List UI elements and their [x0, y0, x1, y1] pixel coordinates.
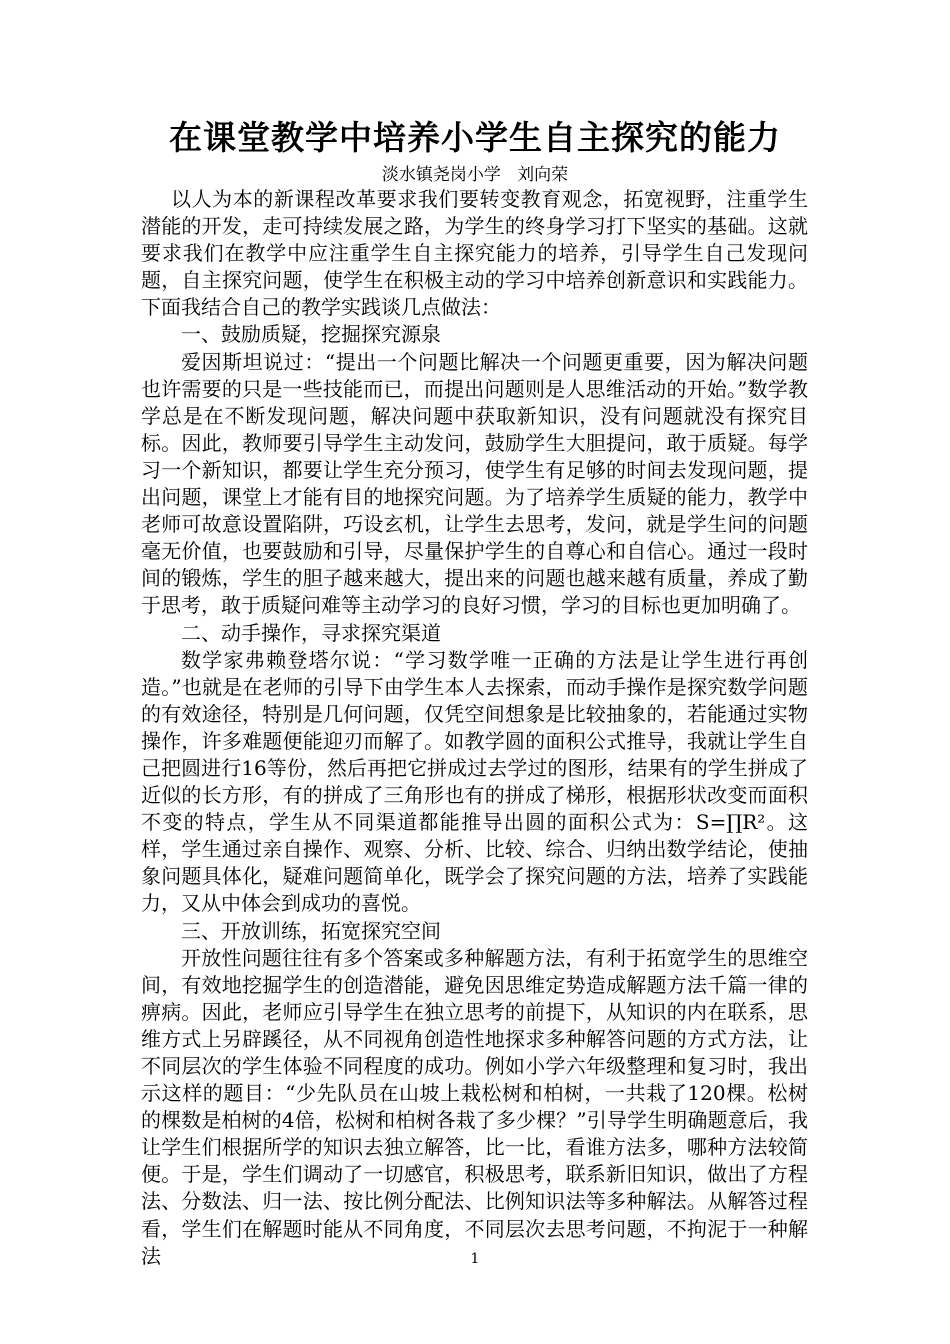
- section-paragraph-3: 开放性问题往往有多个答案或多种解题方法，有利于拓宽学生的思维空间，有效地挖掘学生的创造潜能，避免因思维定势造成解题方法千篇一律的痹病。因此，老师应引导学生在独立思考的前提下，从知识的内在联系，思维方式上另辟蹊径，从不同视角创造性地探求多种解答问题的方式方法，让不同层次的学生体验不同程度的成功。例如小学六年级整理和复习时，我出示这样的题目：“少先队员在山坡上栽松树和柏树，一共栽了120棵。松树的棵数是柏树的4倍，松树和柏树各栽了多少棵？”引导学生明确题意后，我让学生们根据所学的知识去独立解答，比一比，看谁方法多，哪种方法较简便。于是，学生们调动了一切感官，积极思考，联系新旧知识，做出了方程法、分数法、归一法、按比例分配法、比例知识法等多种解法。从解答过程看，学生们在解题时能从不同角度，不同层次去思考问题，不拘泥于一种解法: [141, 945, 808, 1268]
- document-body: [141, 186, 808, 1270]
- section-heading-1: 一、鼓励质疑，挖掘探究源泉: [181, 322, 441, 347]
- section-heading-3: 三、开放训练，拓宽探究空间: [181, 918, 441, 943]
- author-line: 淡水镇尧岗小学 刘向荣: [381, 165, 569, 185]
- section-paragraph-1: 爱因斯坦说过：“提出一个问题比解决一个问题更重要，因为解决问题也许需要的只是一些技能而已，而提出问题则是人思维活动的开始。”数学教学总是在不断发现问题，解决问题中获取新知识，没有问题就没有探究目标。因此，教师要引导学生主动发问，鼓励学生大胆提问，敢于质疑。每学习一个新知识，都要让学生充分预习，使学生有足够的时间去发现问题，提出问题，课堂上才能有目的地探究问题。为了培养学生质疑的能力，教学中老师可故意设置陷阱，巧设玄机，让学生去思考，发问，就是学生问的问题毫无价值，也要鼓励和引导，尽量保护学生的自尊心和自信心。通过一段时间的锻炼，学生的胆子越来越大，提出来的问题也越来越有质量，养成了勤于思考，敢于质疑问难等主动学习的良好习惯，学习的目标也更加明确了。: [141, 349, 808, 618]
- section-paragraph-2: 数学家弗赖登塔尔说：“学习数学唯一正确的方法是让学生进行再创造。”也就是在老师的引导下由学生本人去探索，而动手操作是探究数学问题的有效途径，特别是几何问题，仅凭空间想象是比较抽象的，若能通过实物操作，许多难题便能迎刃而解了。如教学圆的面积公式推导，我就让学生自己把圆进行16等份，然后再把它拼成过去学过的图形，结果有的学生拼成了近似的长方形，有的拼成了三角形也有的拼成了梯形，根据形状改变而面积不变的特点，学生从不同渠道都能推导出圆的面积公式为：S=∏R²。这样，学生通过亲自操作、观察、分析、比较、综合、归纳出数学结论，使抽象问题具体化，疑难问题简单化，既学会了探究问题的方法，培养了实践能力，又从中体会到成功的喜悦。: [141, 647, 808, 916]
- section-heading-2: 二、动手操作，寻求探究渠道: [181, 620, 441, 645]
- page-number: 1: [470, 1251, 480, 1267]
- document-title: 在课堂教学中培养小学生自主探究的能力: [169, 118, 781, 157]
- intro-paragraph: 以人为本的新课程改革要求我们要转变教育观念，拓宽视野，注重学生潜能的开发，走可持续发展之路，为学生的终身学习打下坚实的基础。这就要求我们在教学中应注重学生自主探究能力的培养，引导学生自己发现问题，自主探究问题，使学生在积极主动的学习中培养创新意识和实践能力。下面我结合自己的教学实践谈几点做法：: [141, 187, 808, 320]
